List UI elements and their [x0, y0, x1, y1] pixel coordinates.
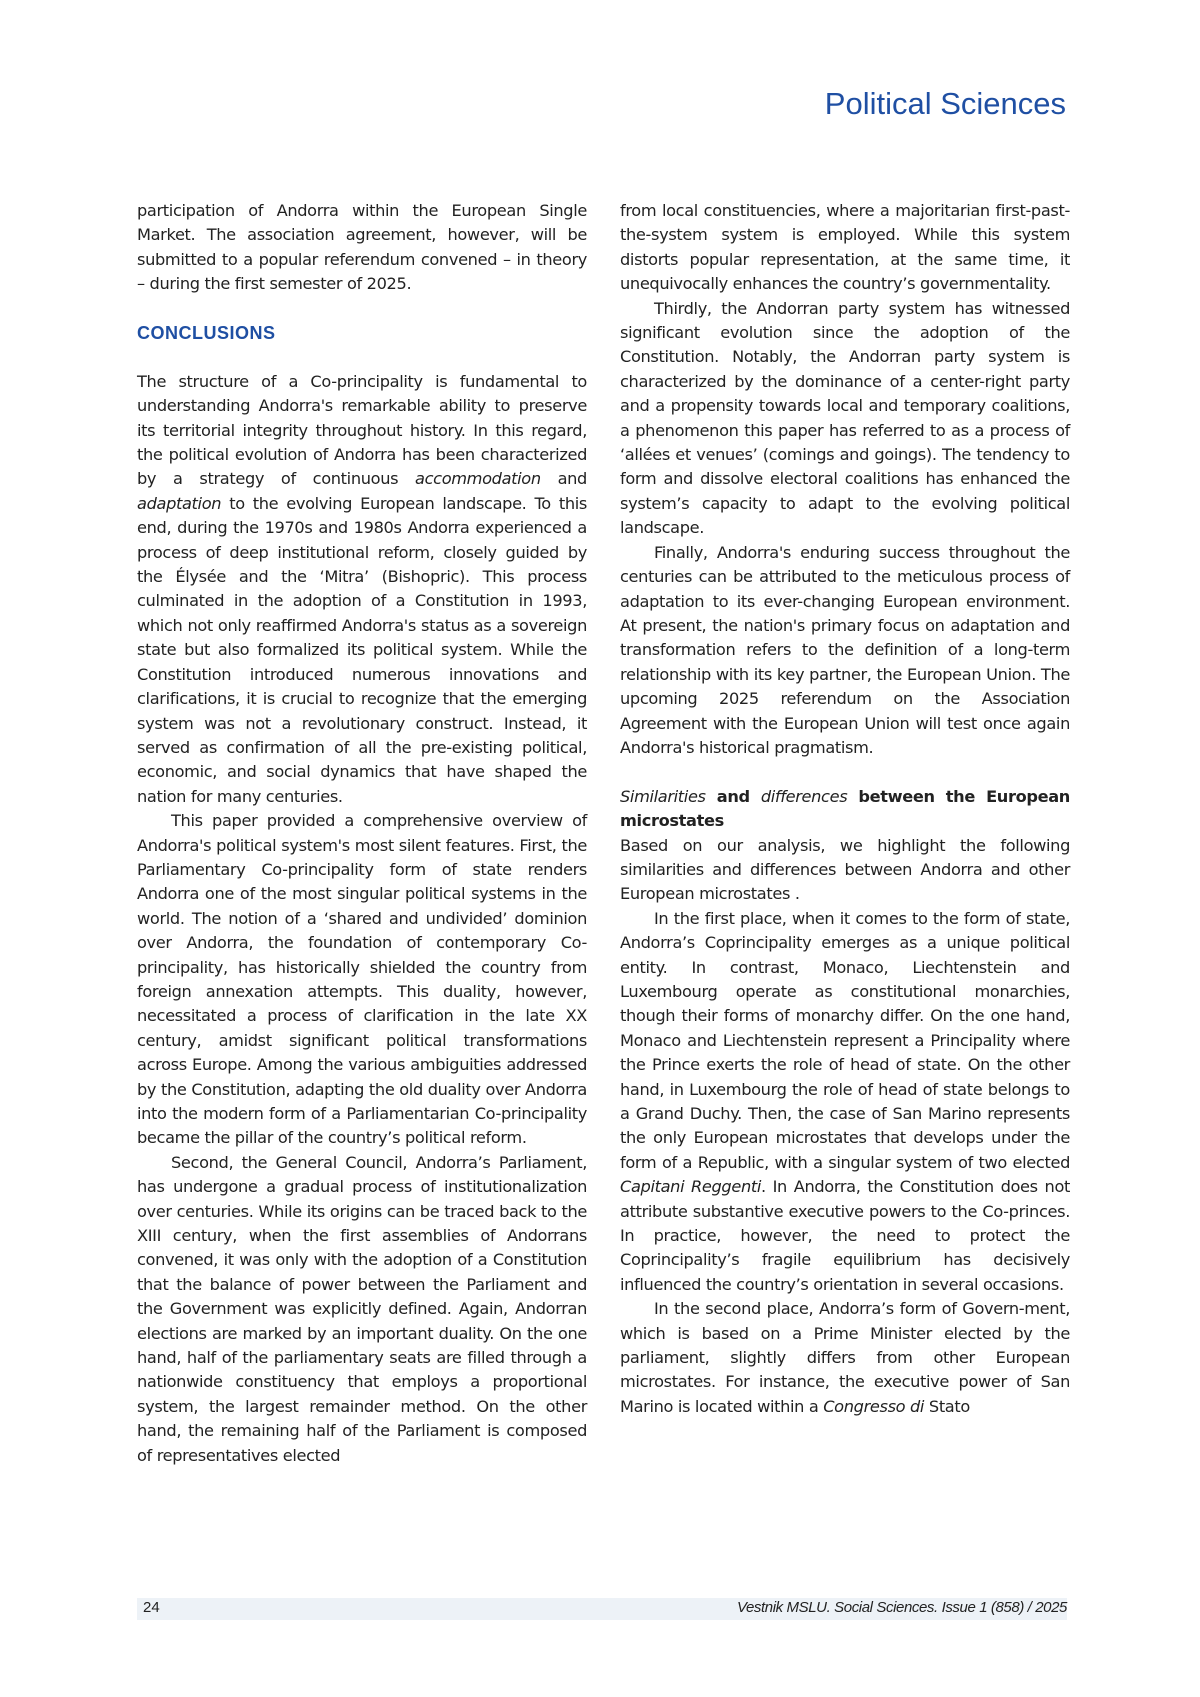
text-run: In the second place, Andorra’s form of Govern-ment, which is based on a Prime Minister elected by the parliament, slightly differs from other European microstates. For instance, the executive power of San Marino is located within a — [620, 1299, 1070, 1416]
left-column — [137, 199, 587, 1468]
conclusions-paragraph-2: This paper provided a comprehensive overview of Andorra's political system's most silent features. First, the Parliamentary Co-principality form of state renders Andorra one of the most singular political systems in the world. The notion of a ‘shared and undivided’ dominion over Andorra, the foundation of contemporary Co-principality, has historically shielded the country from foreign annexation attempts. This duality, however, necessitated a process of clarification in the late XX century, amidst significant political transformations across Europe. Among the various ambiguities addressed by the Constitution, adapting the old duality over Andorra into the modern form of a Parliamentarian Co-principality became the pillar of the country’s political reform. — [137, 811, 587, 1148]
conclusions-heading: CONCLUSIONS — [137, 323, 276, 344]
italic-term: Capitani Reggenti — [620, 1177, 762, 1197]
text-run: Stato — [924, 1396, 970, 1416]
page-number: 24 — [143, 1599, 160, 1616]
adaptation-paragraph: Finally, Andorra's enduring success throughout the centuries can be attributed to the meticulous process of adaptation to its ever-changing European environment. At present, the nation's primary focus on adaptation and transformation refers to the definition of a long-term relationship with its key partner, the European Union. The upcoming 2025 referendum on the Association Agreement with the European Union will test once again Andorra's historical pragmatism. — [620, 542, 1070, 757]
italic-term: adaptation — [137, 493, 222, 513]
conclusions-paragraph-3: Second, the General Council, Andorra’s Parliament, has undergone a gradual process of institutionalization over centuries. While its origins can be traced back to the XIII century, when the first assemblies of Andorrans convened, it was only with the adoption of a Constitution that the balance of power between the Parliament and the Government was explicitly defined. Again, Andorran elections are marked by an important duality. On the one hand, half of the parliamentary seats are filled through a nationwide constituency that employs a proportional system, the largest remainder method. On the other hand, the remaining half of the Parliament is composed of representatives elected — [137, 1152, 587, 1465]
right-column — [620, 199, 1070, 1419]
journal-citation: Vestnik MSLU. Social Sciences. Issue 1 (858) / 2025 — [736, 1599, 1067, 1616]
conclusions-paragraph-1 — [137, 370, 587, 809]
text-run: to the evolving European landscape. To this end, during the 1970s and 1980s Andorra experienced a process of deep institutional reform, closely guided by the Élysée and the ‘Mitra’ (Bishopric). This process culminated in the adoption of a Constitution in 1993, which not only reaffirmed Andorra's status as a sovereign state but also formalized its political system. While the Constitution introduced numerous innovations and clarifications, it is crucial to recognize that the emerging system was not a revolutionary construct. Instead, it served as confirmation of all the pre-existing political, economic, and social dynamics that have shaped the nation for many centuries. — [137, 493, 587, 806]
intro-paragraph: participation of Andorra within the European Single Market. The association agreement, however, will be submitted to a popular referendum convened – in theory – during the first semester of 2025. — [137, 201, 587, 294]
text-run: between the European microstates — [620, 786, 1070, 831]
microstates-subheading — [620, 785, 1070, 834]
text-run: In the first place, when it comes to the form of state, Andorra’s Coprincipality emerges as a unique political entity. In contrast, Monaco, Liechtenstein and Luxembourg operate as constitutional monarchies, though their forms of monarchy differ. On the one hand, Monaco and Liechtenstein represent a Principality where the Prince exerts the role of head of state. On the other hand, in Luxembourg the role of head of state belongs to a Grand Duchy. Then, the case of San Marino represents the only European microstates that develops under the form of a Republic, with a singular system of two elected — [620, 908, 1070, 1172]
italic-term: accommodation — [415, 469, 541, 489]
form-of-government-paragraph — [620, 1297, 1070, 1419]
party-system-paragraph: Thirdly, the Andorran party system has witnessed significant evolution since the adoption of the Constitution. Notably, the Andorran party system is characterized by the dominance of a center-right party and a propensity towards local and temporary coalitions, a phenomenon this paper has referred to as a process of ‘allées et venues’ (comings and goings). The tendency to form and dissolve electoral coalitions has enhanced the system’s capacity to adapt to the evolving political landscape. — [620, 298, 1070, 538]
text-run: and — [705, 786, 761, 806]
form-of-state-paragraph — [620, 907, 1070, 1298]
italic-term: Congresso di — [823, 1396, 925, 1416]
text-run: and — [540, 469, 587, 489]
text-run: The structure of a Co-principality is fundamental to understanding Andorra's remarkable ability to preserve its territorial integrity throughout history. In this regard, the political evolution of Andorra has been characterized by a strategy of continuous — [137, 371, 587, 489]
section-title: Political Sciences — [824, 86, 1066, 121]
italic-term: Similarities — [620, 786, 706, 806]
text-run: . In Andorra, the Constitution does not attribute substantive executive powers to the Co-princes. In practice, however, the need to protect the Coprincipality’s fragile equilibrium has decisively influenced the country’s orientation in several occasions. — [620, 1177, 1070, 1294]
continued-paragraph: from local constituencies, where a majoritarian first-past-the-system system is employed. While this system distorts popular representation, at the same time, it unequivocally enhances the country’s governmentality. — [620, 201, 1070, 294]
italic-term: differences — [760, 786, 848, 806]
analysis-paragraph: Based on our analysis, we highlight the following similarities and differences between Andorra and other European microstates . — [620, 835, 1070, 904]
